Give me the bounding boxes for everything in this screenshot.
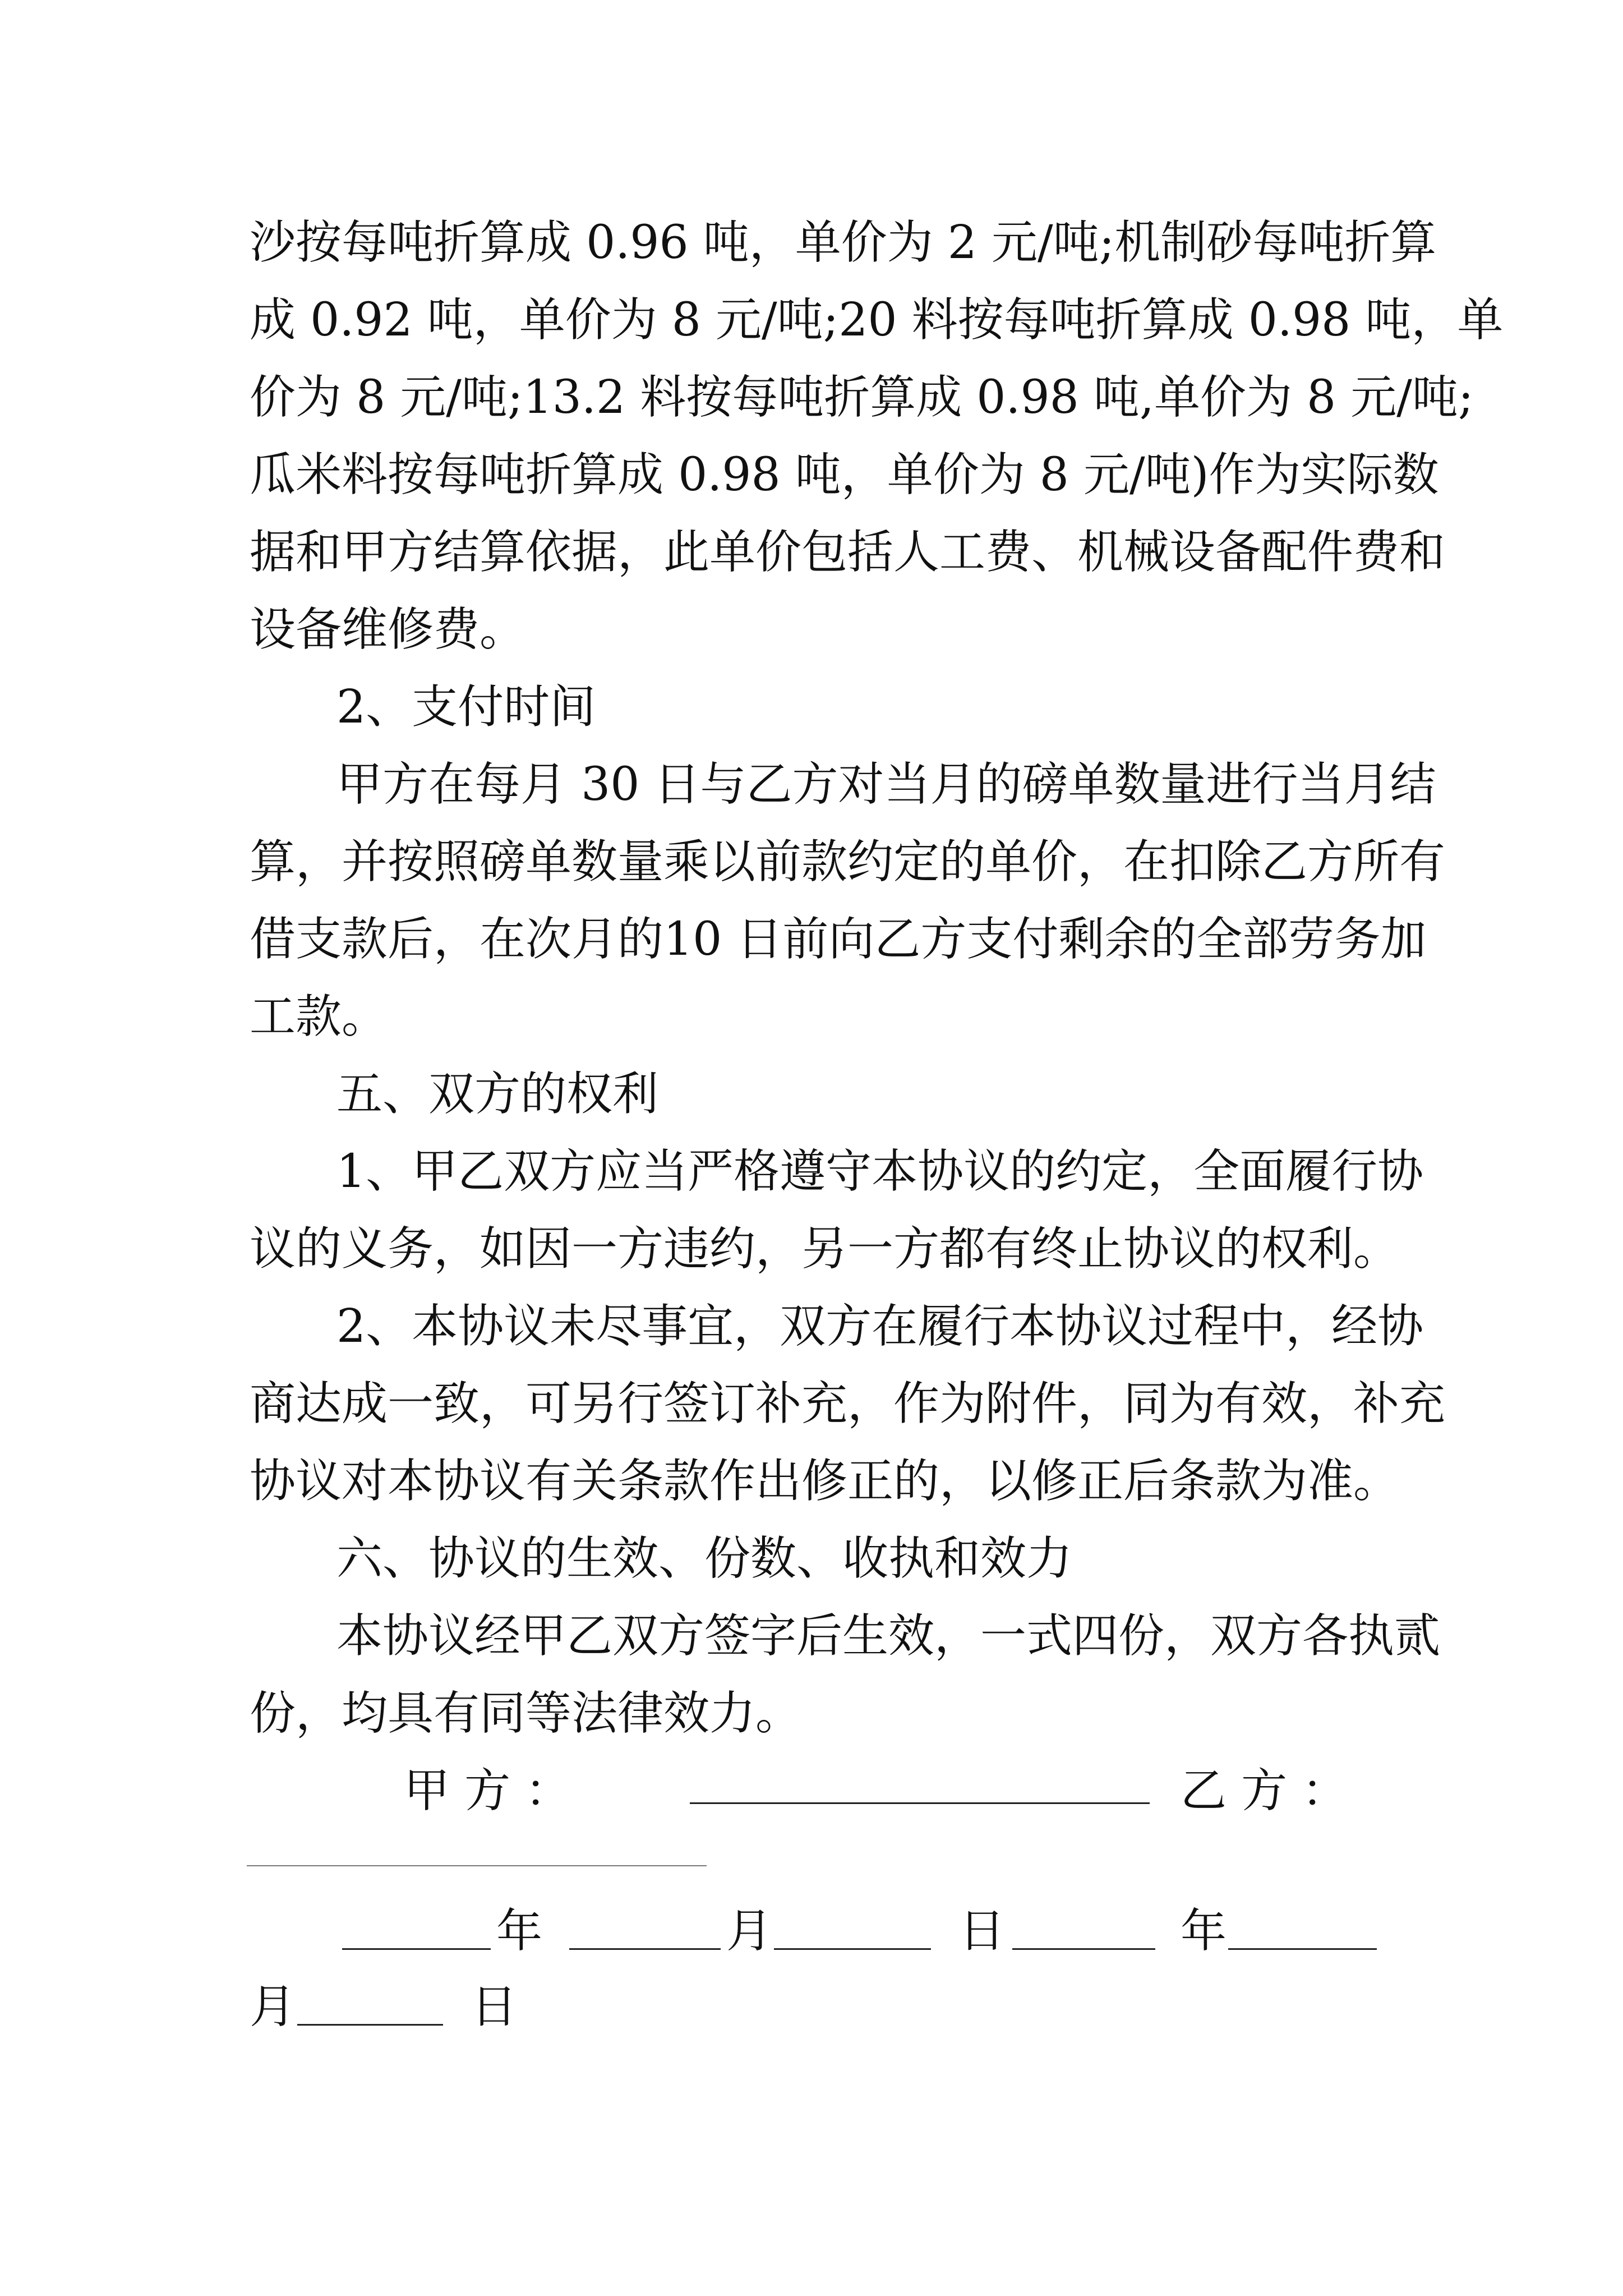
text-line	[0, 514, 1623, 591]
party-b-signature-blank	[247, 1865, 707, 1866]
year-blank	[1012, 1948, 1155, 1950]
line-text: 设备维修费。	[250, 603, 526, 656]
text-line	[0, 1211, 1623, 1287]
party-a-signature-blank	[690, 1802, 1150, 1804]
text-line	[0, 205, 1623, 281]
text-line	[0, 437, 1623, 513]
text-line	[0, 979, 1623, 1055]
section-heading	[0, 1521, 1623, 1597]
line-text: 沙按每吨折算成 0.96 吨，单价为 2 元/吨;机制砂每吨折算	[250, 216, 1437, 269]
line-text: 份，均具有同等法律效力。	[250, 1687, 802, 1740]
line-text: 算，并按照磅单数量乘以前款约定的单价，在扣除乙方所有	[250, 835, 1446, 889]
section-heading	[0, 1056, 1623, 1133]
line-text: 协议对本协议有关条款作出修正的，以修正后条款为准。	[250, 1455, 1400, 1508]
line-text: 2、本协议未尽事宜，双方在履行本协议过程中，经协	[336, 1300, 1424, 1353]
line-text: 六、协议的生效、份数、收执和效力	[336, 1532, 1073, 1585]
line-text: 据和甲方结算依据，此单价包括人工费、机械设备配件费和	[250, 526, 1446, 579]
text-line	[0, 1598, 1623, 1674]
line-text: 成 0.92 吨，单价为 8 元/吨;20 料按每吨折算成 0.98 吨，单	[250, 293, 1504, 347]
date-day-label: 日	[471, 1980, 518, 2033]
line-text: 本协议经甲乙双方签字后生效，一式四份，双方各执贰	[336, 1609, 1441, 1663]
date-day-label: 日	[959, 1904, 1006, 1958]
line-text: 甲方在每月 30 日与乙方对当月的磅单数量进行当月结	[336, 758, 1436, 811]
text-line	[0, 1676, 1623, 1752]
line-text: 商达成一致，可另行签订补充，作为附件，同为有效，补充	[250, 1377, 1446, 1430]
text-line	[0, 747, 1623, 823]
text-line	[0, 592, 1623, 668]
day-blank	[297, 2024, 443, 2026]
month-blank	[1228, 1948, 1377, 1950]
party-a-label: 甲 方 ：	[404, 1764, 571, 1818]
month-blank	[569, 1948, 721, 1950]
section-heading	[0, 669, 1623, 746]
line-text: 议的义务，如因一方违约，另一方都有终止协议的权利。	[250, 1222, 1400, 1276]
text-line	[0, 1289, 1623, 1365]
date-month-label: 月	[250, 1980, 296, 2033]
text-line	[0, 1443, 1623, 1520]
text-line	[0, 824, 1623, 900]
line-text: 2、支付时间	[336, 680, 596, 734]
date-month-label: 月	[726, 1904, 773, 1958]
day-blank	[774, 1948, 931, 1950]
party-b-label: 乙 方 ：	[1181, 1764, 1348, 1818]
date-row	[0, 1893, 1623, 1970]
line-text: 五、双方的权利	[336, 1068, 659, 1121]
line-text: 借支款后，在次月的10 日前向乙方支付剩余的全部劳务加	[250, 913, 1427, 966]
text-line	[0, 1134, 1623, 1210]
line-text: 1、甲乙双方应当严格遵守本协议的约定，全面履行协	[336, 1145, 1424, 1198]
signature-row	[0, 1753, 1623, 1829]
text-line	[0, 360, 1623, 436]
text-line	[0, 282, 1623, 358]
text-line	[0, 901, 1623, 978]
date-row	[0, 1969, 1623, 2045]
date-year-label: 年	[1181, 1904, 1227, 1958]
year-blank	[342, 1948, 491, 1950]
line-text: 瓜米料按每吨折算成 0.98 吨，单价为 8 元/吨)作为实际数	[250, 448, 1439, 501]
line-text: 工款。	[250, 990, 388, 1043]
text-line	[0, 1366, 1623, 1442]
line-text: 价为 8 元/吨;13.2 料按每吨折算成 0.98 吨,单价为 8 元/吨;	[250, 371, 1474, 424]
date-year-label: 年	[496, 1904, 543, 1958]
